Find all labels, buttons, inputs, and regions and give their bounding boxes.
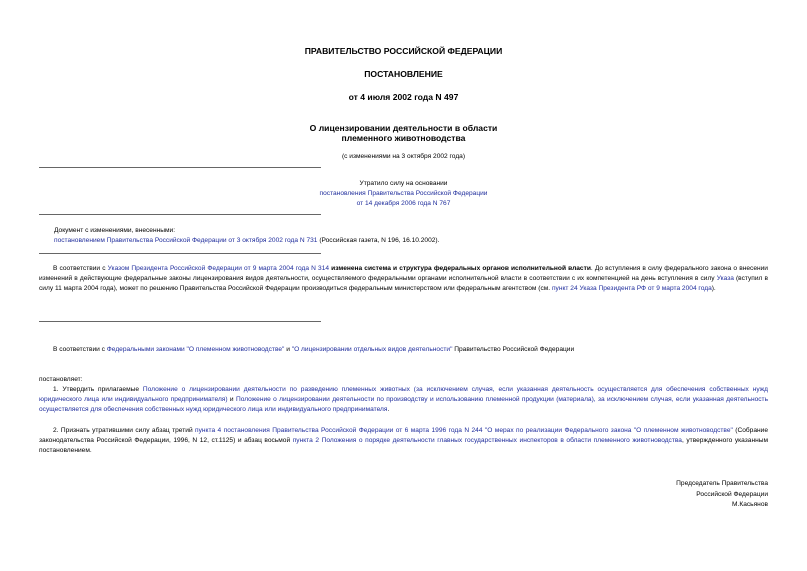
- law-licensing-link[interactable]: "О лицензировании отдельных видов деятельности": [291, 346, 453, 353]
- signature-name: М.Касьянов: [732, 501, 768, 509]
- document-date-number: от 4 июля 2002 года N 497: [348, 92, 459, 102]
- item-text: (Собрание законодательства Российской Федерации, 1996, N 12, ст.1125) и абзац восьмой: [39, 427, 768, 445]
- invalid-notice-link-date[interactable]: от 14 декабря 2006 года N 767: [356, 200, 451, 207]
- divider: [39, 253, 321, 254]
- decree-item-2: [39, 426, 768, 457]
- divider: [39, 214, 321, 215]
- basis-text: В соответствии с: [53, 346, 107, 353]
- editorial-note: [39, 264, 768, 295]
- decree-item-1: [39, 385, 768, 416]
- signature-block: [676, 479, 768, 511]
- divider: [39, 321, 321, 322]
- item-text: и: [227, 396, 236, 404]
- item-text: , утвержденного указанным постановлением.: [39, 437, 768, 455]
- decree-label: постановляет:: [39, 376, 83, 383]
- decree-link[interactable]: Указа: [716, 275, 734, 283]
- note-bold-text: изменена система и структура федеральных органов исполнительной власти: [329, 265, 591, 272]
- basis-text: и: [284, 346, 292, 353]
- signature-position: Председатель Правительства: [676, 480, 768, 487]
- decree-point-24-link[interactable]: пункт 24 Указа Президента РФ от 9 марта 2004 года: [551, 285, 712, 293]
- basis-text: Правительство Российской Федерации: [452, 346, 575, 353]
- amendment-link[interactable]: постановлением Правительства Российской Федерации от 3 октября 2002 года N 731: [54, 237, 318, 244]
- invalid-notice-text: Утратило силу на основании: [359, 180, 448, 187]
- note-text: В соответствии с: [53, 265, 108, 272]
- law-breeding-link[interactable]: Федеральными законами "О племенном животноводстве": [106, 346, 285, 353]
- decree-314-link[interactable]: Указом Президента Российской Федерации от 9 марта 2004 года N 314: [107, 265, 330, 272]
- inspectors-regulation-link[interactable]: пункта 2 Положения о порядке деятельности главных государственных инспекторов в области племенного животноводства: [292, 437, 682, 445]
- item-text: 1. Утвердить прилагаемые: [53, 386, 143, 393]
- invalid-notice-link[interactable]: постановления Правительства Российской Федерации: [319, 190, 488, 197]
- regulation-breeding-link[interactable]: Положение о лицензировании деятельности по разведению племенных животных (за исключением случая, если указанная деятельность осуществляется для обеспечения собственных нужд юридического лица или индивидуального предпринимателя): [39, 386, 768, 404]
- note-text: . До вступления в силу федерального закона о внесении изменений в действующие федеральные законы лицензирования видов деятельности, осуществляемого федеральными органами исполнительной власти в соответствии с их компетенцией на день вступления в силу: [39, 265, 768, 283]
- item-text: .: [387, 406, 390, 414]
- document-type: ПОСТАНОВЛЕНИЕ: [364, 69, 443, 79]
- document-title-line-2: племенного животноводства: [341, 133, 466, 143]
- government-heading: ПРАВИТЕЛЬСТВО РОССИЙСКОЙ ФЕДЕРАЦИИ: [304, 46, 503, 56]
- note-text: (вступил в силу 11 марта 2004 года), может по решению Правительства Российской Федерации производиться федеральным министерством или федеральным агентством (см.: [39, 275, 768, 293]
- regulation-production-link[interactable]: Положение о лицензировании деятельности по производству и использованию племенной продукции (материала), за исключением случая, если указанная деятельность осуществляется для обеспечения собственных нужд юридического лица или индивидуального предпринимателя: [39, 396, 768, 414]
- signature-country: Российской Федерации: [696, 490, 768, 498]
- divider: [39, 167, 321, 168]
- amendments-label: Документ с изменениями, внесенными:: [54, 227, 176, 234]
- decree-244-link[interactable]: пункта 4 постановления Правительства Российской Федерации от 6 марта 1996 года N 244 "О мерах по реализации Федерального закона "О племенном животноводстве": [195, 427, 733, 434]
- note-text: ).: [711, 285, 716, 293]
- amendment-source: (Российская газета, N 196, 16.10.2002).: [317, 237, 440, 244]
- document-title-line-1: О лицензировании деятельности в области: [309, 123, 498, 133]
- amendments-entry: [54, 236, 439, 246]
- basis-paragraph: [53, 345, 768, 355]
- changes-note: (с изменениями на 3 октября 2002 года): [341, 153, 466, 160]
- item-text: 2. Признать утратившими силу абзац третий: [53, 427, 196, 434]
